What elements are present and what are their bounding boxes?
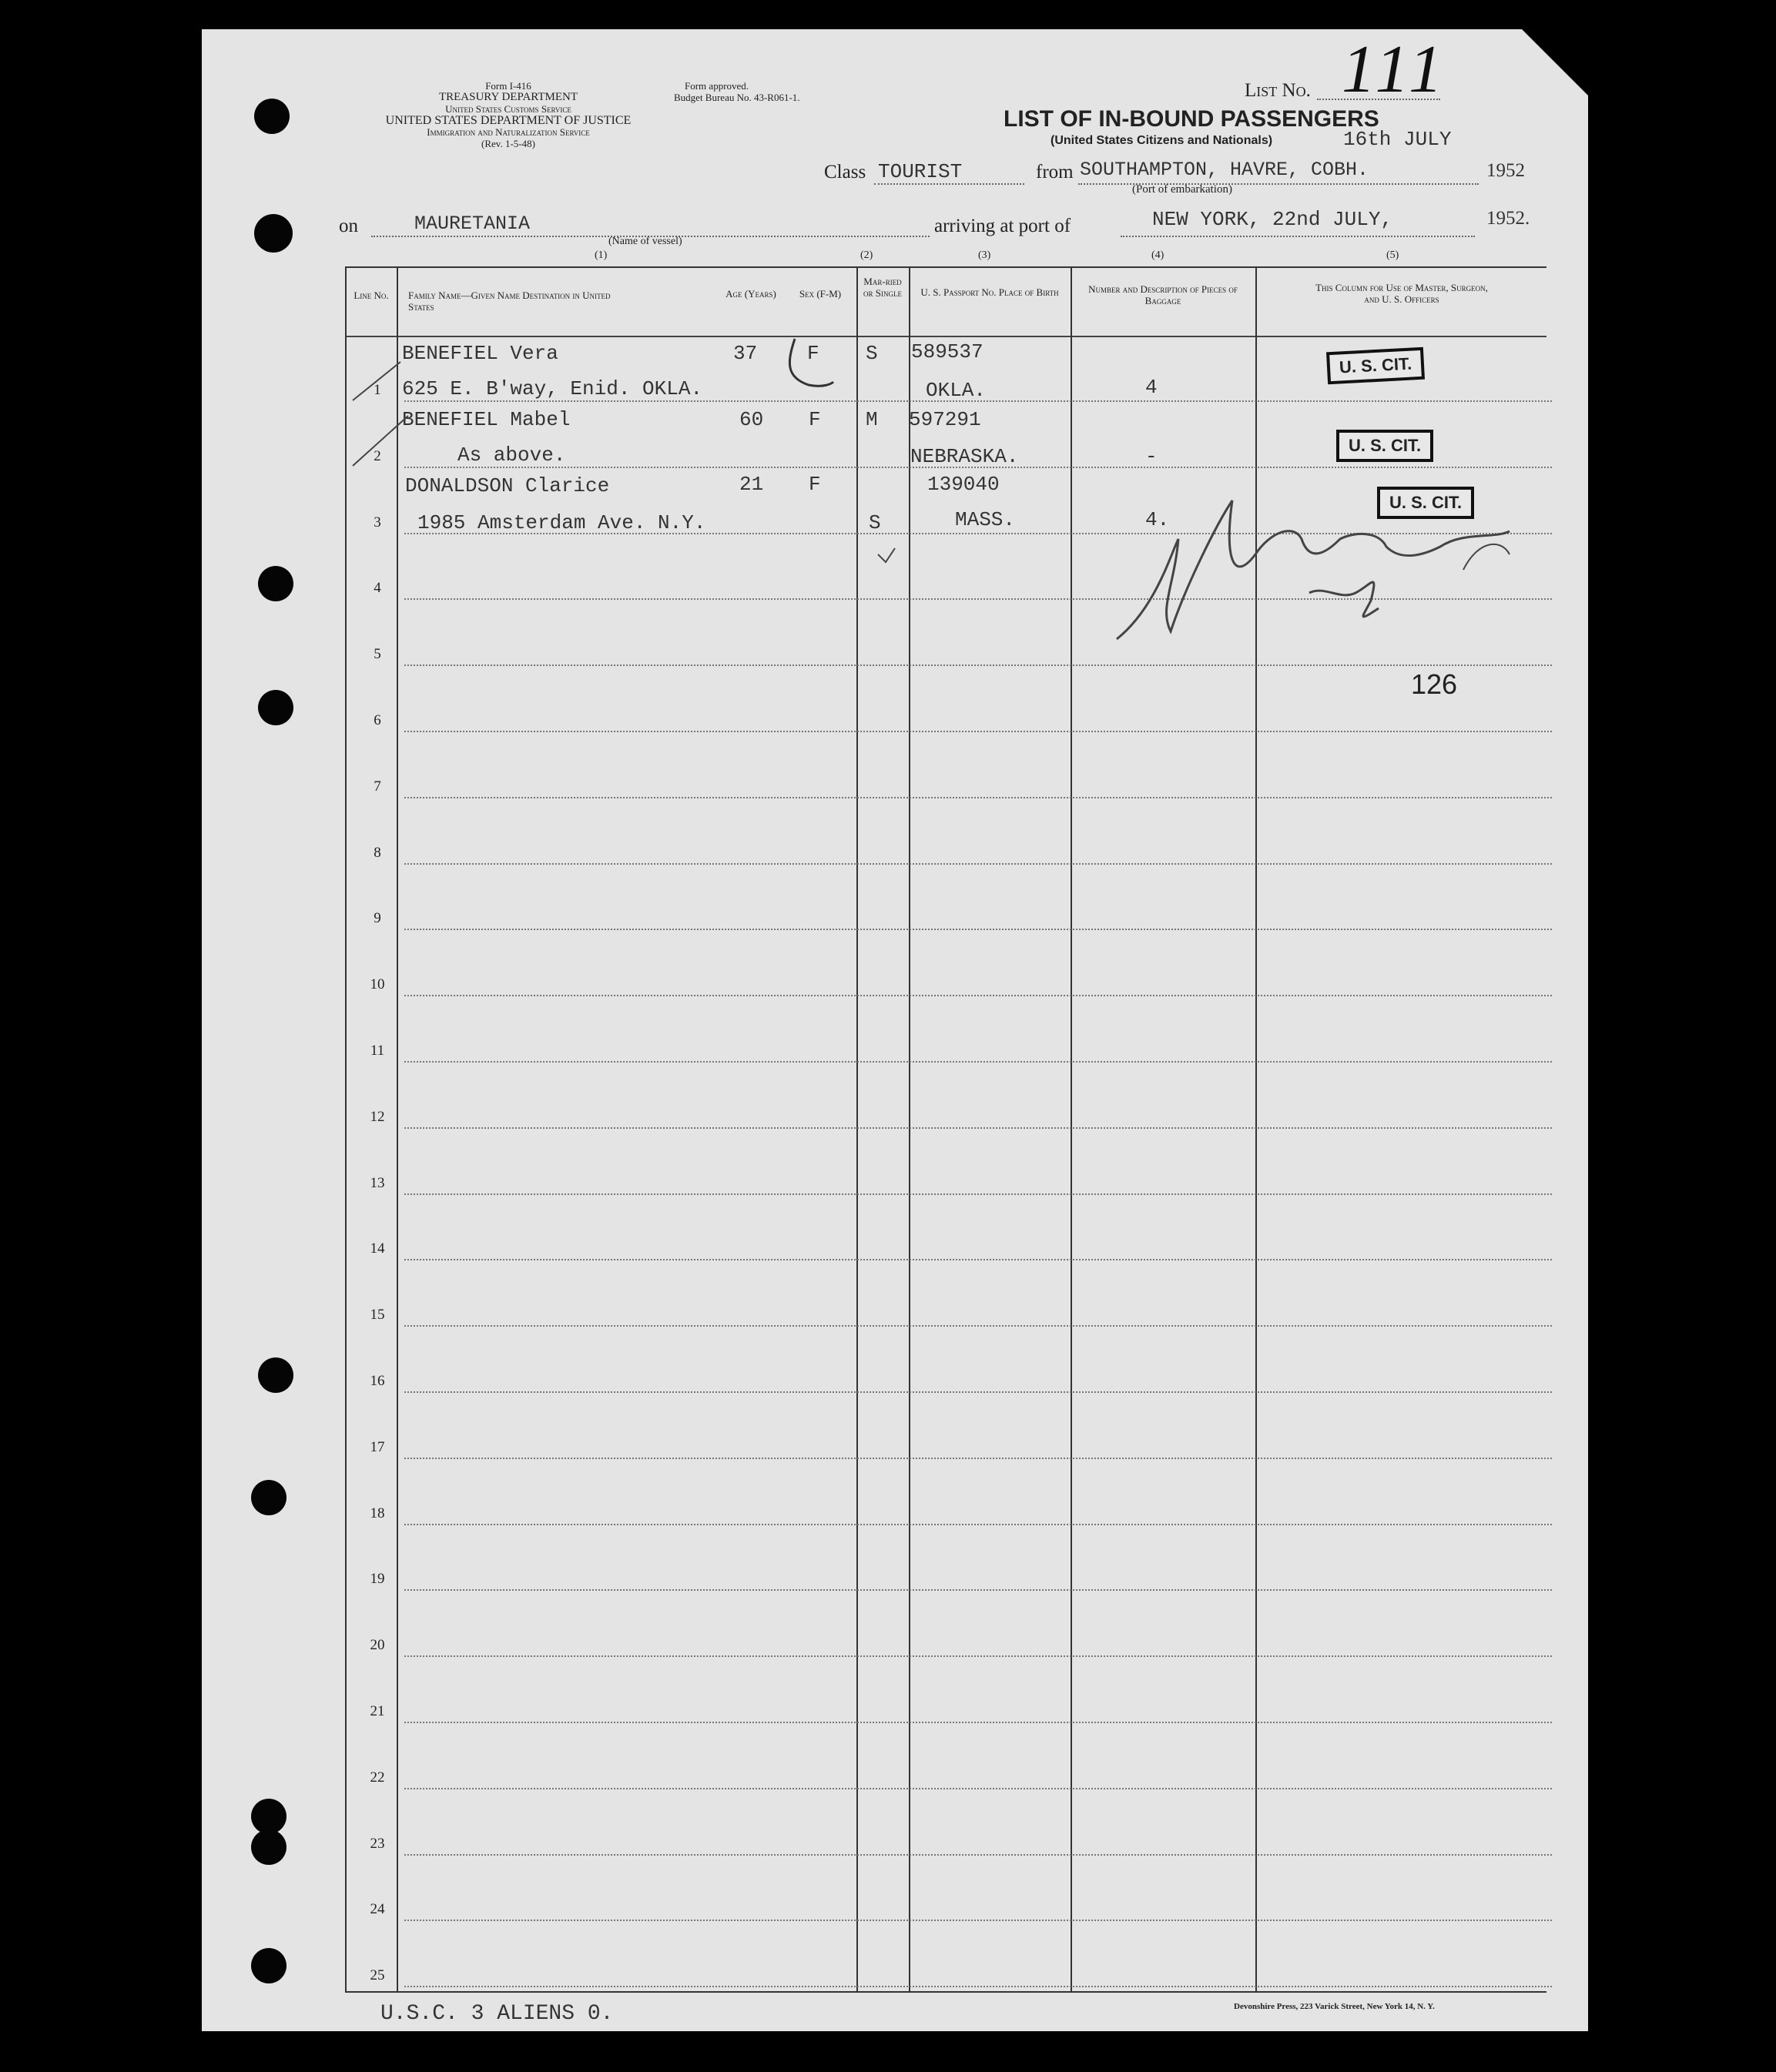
passenger-name: BENEFIEL Mabel bbox=[402, 408, 571, 431]
passenger-age: 21 bbox=[739, 473, 764, 496]
baggage-count: 4. bbox=[1145, 508, 1170, 531]
baggage-count: 4 bbox=[1145, 376, 1158, 399]
justice-department: UNITED STATES DEPARTMENT OF JUSTICE bbox=[385, 114, 632, 127]
column-number-5: (5) bbox=[1386, 249, 1399, 261]
passenger-status: M bbox=[866, 408, 878, 431]
form-approved: Form approved. bbox=[685, 80, 749, 92]
line-number: 11 bbox=[370, 1043, 385, 1059]
us-citizen-stamp: U. S. CIT. bbox=[1326, 347, 1425, 385]
passenger-sex: F bbox=[807, 342, 819, 365]
line-number: 23 bbox=[370, 1835, 385, 1852]
place-of-birth: MASS. bbox=[955, 508, 1016, 531]
passenger-age: 60 bbox=[739, 408, 764, 431]
handwritten-number: 126 bbox=[1411, 668, 1458, 700]
column-number-1: (1) bbox=[595, 249, 608, 261]
port-caption: (Port of embarkation) bbox=[1132, 183, 1232, 196]
passenger-sex: F bbox=[809, 473, 821, 496]
us-citizen-stamp: U. S. CIT. bbox=[1336, 430, 1433, 462]
line-number: 19 bbox=[370, 1571, 385, 1588]
passenger-destination: 625 E. B'way, Enid. OKLA. bbox=[402, 377, 703, 400]
budget-bureau-number: Budget Bureau No. 43-R061-1. bbox=[674, 92, 800, 103]
printer-imprint: Devonshire Press, 223 Varick Street, New York 14, N. Y. bbox=[1234, 2002, 1435, 2011]
header-passport-birth: U. S. Passport No. Place of Birth bbox=[920, 286, 1059, 298]
passenger-status: S bbox=[866, 342, 878, 365]
line-number: 16 bbox=[370, 1373, 385, 1389]
line-number: 4 bbox=[374, 580, 381, 597]
line-number: 5 bbox=[374, 646, 381, 663]
line-number: 1 bbox=[374, 382, 381, 398]
line-number: 6 bbox=[374, 712, 381, 728]
form-revision: (Rev. 1-5-48) bbox=[481, 138, 535, 149]
line-number: 21 bbox=[370, 1703, 385, 1719]
column-number-3: (3) bbox=[978, 249, 991, 261]
line-number: 15 bbox=[370, 1307, 385, 1324]
vessel-caption: (Name of vessel) bbox=[608, 236, 682, 247]
header-line-no: Line No. bbox=[354, 290, 389, 301]
customs-service: United States Customs Service bbox=[445, 103, 571, 115]
place-of-birth: OKLA. bbox=[926, 379, 987, 402]
arriving-label: arriving at port of bbox=[934, 216, 1071, 236]
passenger-destination: 1985 Amsterdam Ave. N.Y. bbox=[417, 511, 706, 534]
passenger-name: DONALDSON Clarice bbox=[405, 474, 610, 497]
class-value: TOURIST bbox=[878, 160, 963, 183]
passenger-destination: As above. bbox=[457, 444, 566, 467]
arrival-port-date: NEW YORK, 22nd JULY, bbox=[1152, 208, 1393, 231]
arrival-year: 1952. bbox=[1486, 208, 1530, 229]
on-label: on bbox=[339, 216, 358, 236]
line-number: 9 bbox=[374, 910, 381, 927]
passenger-name: BENEFIEL Vera bbox=[402, 342, 558, 365]
line-number: 10 bbox=[370, 976, 385, 993]
column-number-4: (4) bbox=[1151, 249, 1164, 261]
line-number: 17 bbox=[370, 1438, 385, 1455]
form-number: Form I-416 bbox=[485, 80, 531, 92]
passport-number: 597291 bbox=[909, 408, 981, 431]
list-number-value: 111 bbox=[1342, 32, 1447, 107]
line-number: 25 bbox=[370, 1967, 385, 1984]
line-number: 24 bbox=[370, 1901, 385, 1918]
from-label: from bbox=[1036, 162, 1074, 182]
passenger-age: 37 bbox=[733, 342, 758, 365]
place-of-birth: NEBRASKA. bbox=[910, 445, 1019, 468]
column-number-2: (2) bbox=[860, 249, 873, 261]
header-age: Age (Years) bbox=[725, 288, 776, 300]
line-number: 12 bbox=[370, 1108, 385, 1125]
immigration-service: Immigration and Naturalization Service bbox=[427, 126, 590, 138]
passport-number: 139040 bbox=[927, 473, 1000, 496]
header-baggage: Number and Description of Pieces of Baggage bbox=[1088, 283, 1238, 306]
header-name-destination: Family Name—Given Name Destination in United States bbox=[408, 290, 611, 313]
port-of-embarkation: SOUTHAMPTON, HAVRE, COBH. bbox=[1080, 159, 1369, 181]
line-number: 14 bbox=[370, 1240, 385, 1257]
treasury-department: TREASURY DEPARTMENT bbox=[438, 91, 578, 103]
footer-summary: U.S.C. 3 ALIENS 0. bbox=[380, 2002, 614, 2026]
departure-year: 1952 bbox=[1486, 160, 1525, 181]
line-number: 2 bbox=[374, 447, 381, 464]
departure-date: 16th JULY bbox=[1343, 128, 1452, 151]
line-number: 8 bbox=[374, 844, 381, 861]
passport-number: 589537 bbox=[911, 340, 984, 363]
us-citizen-stamp: U. S. CIT. bbox=[1377, 487, 1474, 519]
list-title: LIST OF IN-BOUND PASSENGERS bbox=[1004, 106, 1379, 132]
vessel-name: MAURETANIA bbox=[414, 213, 531, 235]
line-number: 13 bbox=[370, 1174, 385, 1191]
line-number: 18 bbox=[370, 1505, 385, 1521]
line-number: 7 bbox=[374, 778, 381, 795]
class-label: Class bbox=[824, 162, 866, 182]
passenger-sex: F bbox=[809, 408, 821, 431]
list-subtitle: (United States Citizens and Nationals) bbox=[1051, 134, 1273, 147]
baggage-count: - bbox=[1145, 445, 1158, 468]
header-sex: Sex (F-M) bbox=[799, 288, 842, 300]
line-number: 20 bbox=[370, 1637, 385, 1654]
passenger-status: S bbox=[869, 511, 881, 534]
header-officers-column: This Column for Use of Master, Surgeon, and U. S. Officers bbox=[1315, 282, 1488, 305]
line-number: 3 bbox=[374, 514, 381, 531]
header-married-single: Mar-ried or Single bbox=[863, 276, 902, 299]
line-number: 22 bbox=[370, 1769, 385, 1786]
list-number-label: List No. bbox=[1245, 80, 1311, 101]
